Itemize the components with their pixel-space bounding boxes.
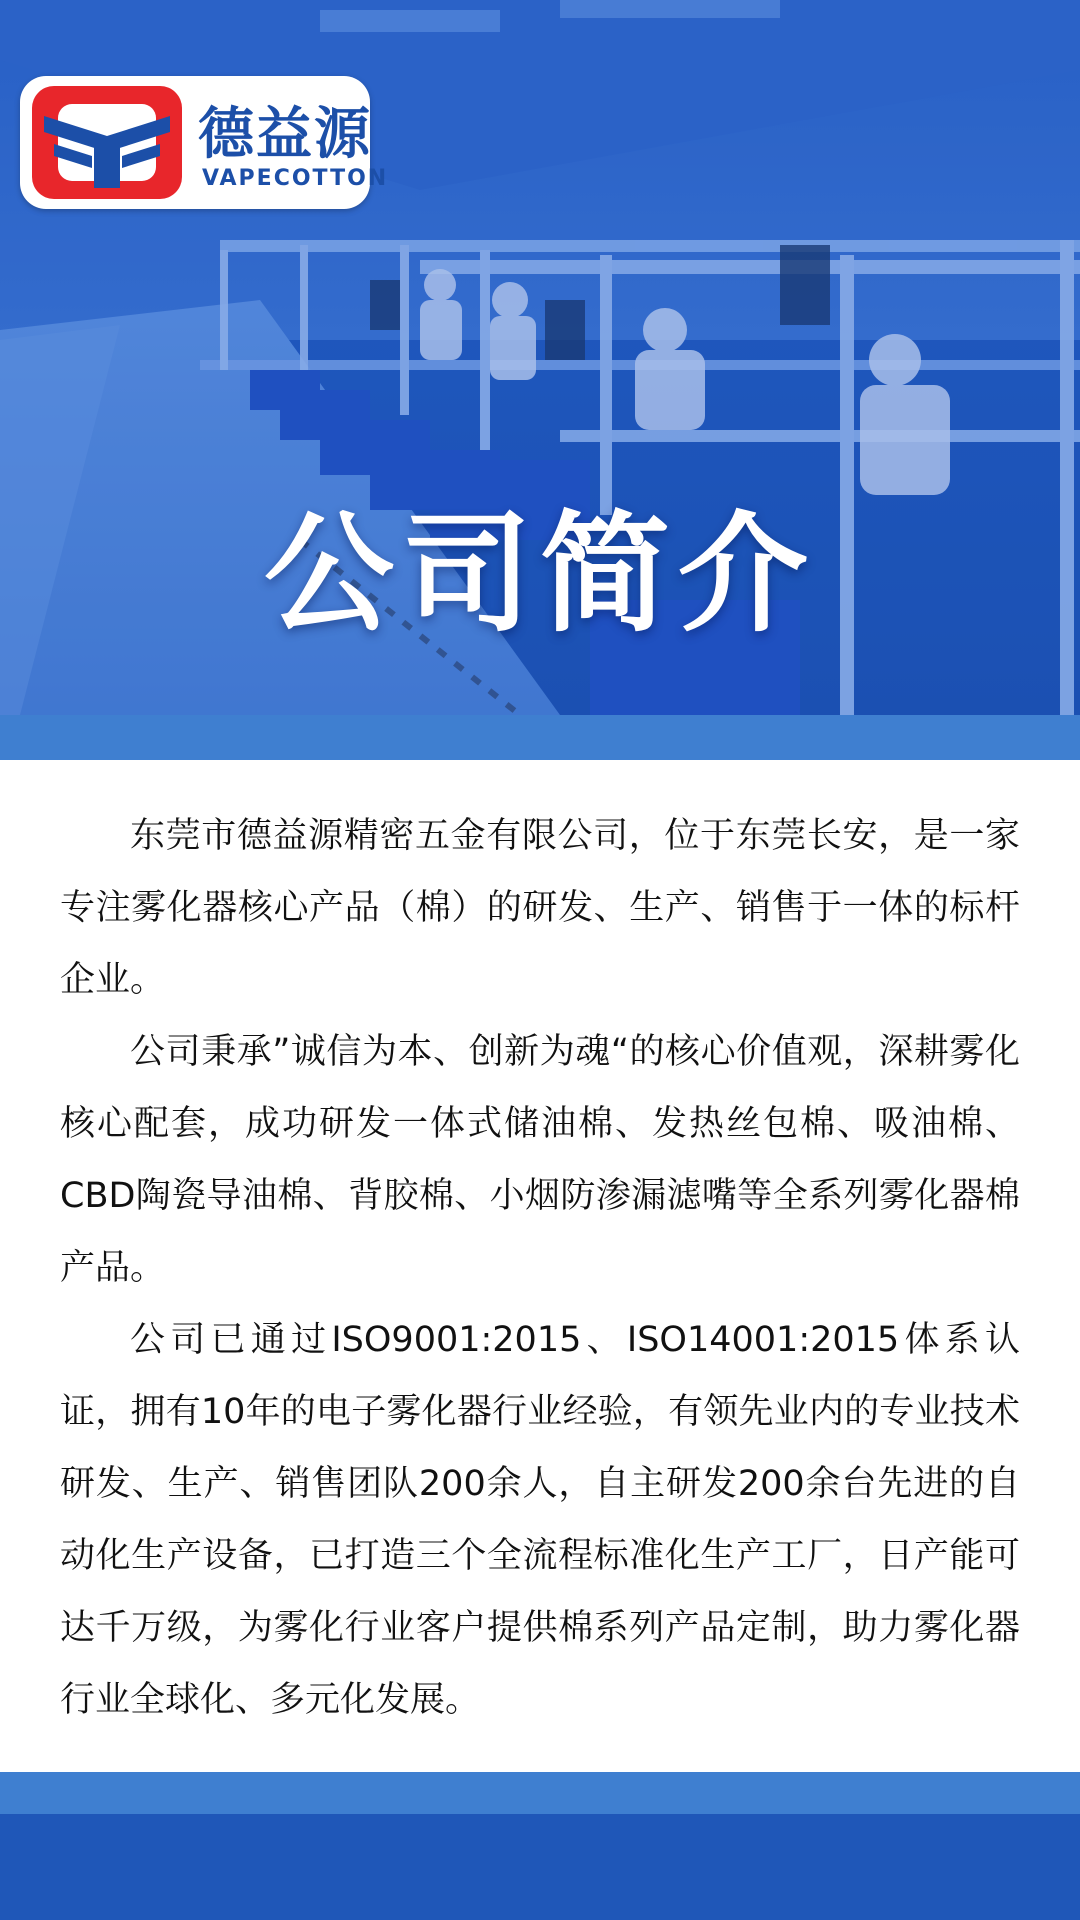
vapecotton-emblem-icon xyxy=(32,86,182,199)
header-divider-band xyxy=(0,715,1080,760)
page-title: 公司简介 xyxy=(263,498,816,650)
footer-band-light xyxy=(0,1772,1080,1814)
certification-paragraph: 公司已通过ISO9001:2015、ISO14001:2015体系认证，拥有10年的电子雾化器行业经验，有领先业内的专业技术研发、生产、销售团队200余人，自主研发200余台先进的自动化生产设备，已打造三个全流程标准化生产工厂，日产能可达千万级，为雾化行业客户提供棉系列产品定制，助力雾化器行业全球化、多元化发展。 xyxy=(60,1320,1020,1720)
company-introduction xyxy=(60,800,1020,1736)
logo-name-english: VAPECOTTON xyxy=(202,166,389,191)
intro-paragraph: 东莞市德益源精密五金有限公司，位于东莞长安，是一家专注雾化器核心产品（棉）的研发、生产、销售于一体的标杆企业。 xyxy=(60,816,1020,1000)
footer-band-dark xyxy=(0,1814,1080,1920)
values-paragraph: 公司秉承”诚信为本、创新为魂“的核心价值观，深耕雾化核心配套，成功研发一体式储油棉、发热丝包棉、吸油棉、CBD陶瓷导油棉、背胶棉、小烟防渗漏滤嘴等全系列雾化器棉产品。 xyxy=(60,1032,1020,1288)
logo-name-chinese: 德益源 xyxy=(198,102,372,167)
company-logo xyxy=(20,76,389,209)
